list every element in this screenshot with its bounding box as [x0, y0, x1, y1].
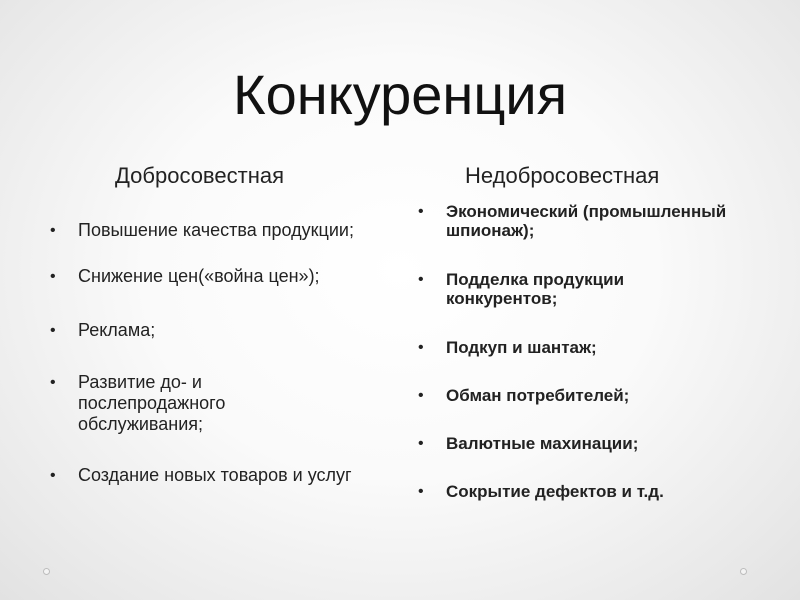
bullet-icon: • — [50, 322, 56, 339]
list-item — [418, 434, 776, 453]
list-item-text: Валютные махинации; — [446, 434, 639, 453]
list-item — [418, 338, 776, 357]
list-item — [418, 202, 746, 240]
list-item — [418, 482, 776, 501]
bullet-icon: • — [418, 271, 424, 288]
list-item-text: Экономический (промышленный шпионаж); — [446, 202, 727, 240]
bullet-icon: • — [418, 387, 424, 404]
list-item-text: Развитие до- и послепродажного обслуживания; — [78, 372, 226, 434]
list-item — [50, 220, 378, 241]
slide-title: Конкуренция — [232, 63, 568, 126]
bullet-icon: • — [418, 435, 424, 452]
list-item-text: Подкуп и шантаж; — [446, 338, 597, 357]
list-item-text: Создание новых товаров и услуг — [78, 465, 352, 485]
list-item-text: Снижение цен(«война цен»); — [78, 266, 320, 286]
bullet-icon: • — [418, 203, 424, 220]
list-item — [418, 386, 776, 405]
bullet-icon: • — [418, 483, 424, 500]
list-item — [50, 372, 298, 435]
list-item — [418, 270, 686, 308]
bullet-icon: • — [50, 222, 56, 239]
bullet-icon: • — [50, 268, 56, 285]
left-column-heading: Добросовестная — [115, 163, 284, 188]
list-item-text: Подделка продукции конкурентов; — [446, 270, 625, 308]
list-item-text: Реклама; — [78, 320, 156, 340]
bullet-icon: • — [50, 467, 56, 484]
corner-dot-icon — [740, 568, 747, 575]
bullet-icon: • — [418, 339, 424, 356]
list-item-text: Обман потребителей; — [446, 386, 630, 405]
list-item — [50, 266, 378, 287]
list-item — [50, 465, 368, 486]
corner-dot-icon — [43, 568, 50, 575]
list-item-text: Сокрытие дефектов и т.д. — [446, 482, 664, 501]
list-item — [50, 320, 378, 341]
bullet-icon: • — [50, 374, 56, 391]
list-item-text: Повышение качества продукции; — [78, 220, 354, 240]
right-column-heading: Недобросовестная — [465, 163, 660, 188]
